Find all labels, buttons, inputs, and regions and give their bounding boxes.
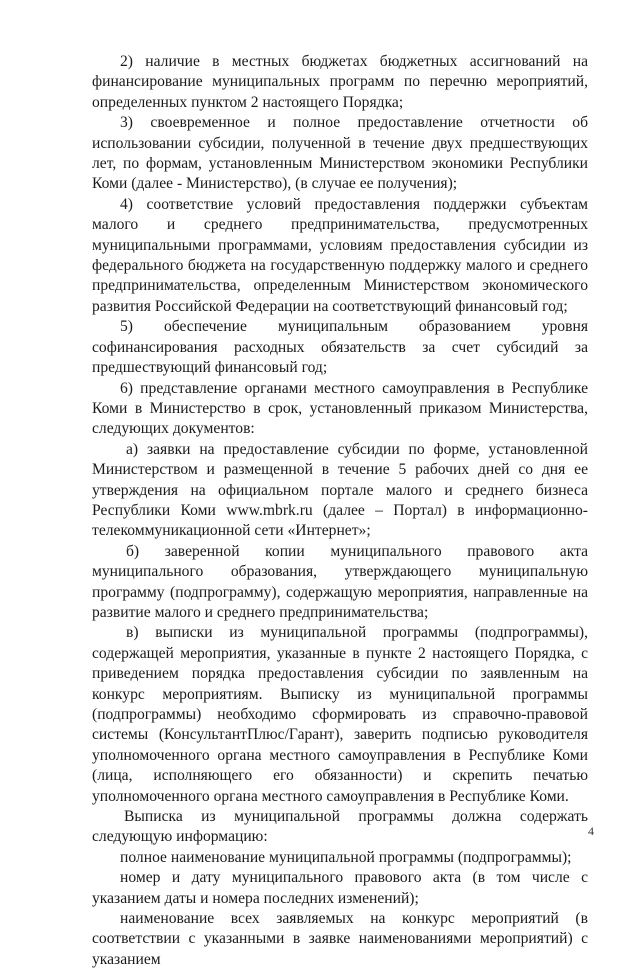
paragraph-extract-item-3: наименование всех заявляемых на конкурс мероприятий (в соответствии с указанными в заявке наименованиями мероприятий) с указанием [92, 910, 588, 968]
paragraph-item-2: 2) наличие в местных бюджетах бюджетных ассигнований на финансирование муниципальных программ по перечню мероприятий, определенных пунктом 2 настоящего Порядка; [92, 53, 588, 111]
paragraph-extract-intro: Выписка из муниципальной программы должна содержать следующую информацию: [92, 808, 588, 846]
page-number: 4 [588, 824, 594, 838]
paragraph-subitem-a: а) заявки на предоставление субсидии по форме, установленной Министерством и размещенной в течение 5 рабочих дней со дня ее утверждения на официальном портале малого и среднего бизнеса Республики Коми www.mbrk.ru (далее – Портал) в информационно-телекоммуникационной сети «Интернет»; [92, 440, 588, 540]
paragraph-item-4: 4) соответствие условий предоставления поддержки субъектам малого и среднего предпринимательства, предусмотренных муниципальными программами, условиям предоставления субсидии из федерального бюджета на государственную поддержку малого и среднего предпринимательства, определенным Министерством экономического развития Российской Федерации на соответствующий финансовый год; [92, 195, 588, 315]
paragraph-extract-item-1: полное наименование муниципальной программы (подпрограммы); [120, 848, 572, 866]
paragraph-item-3: 3) своевременное и полное предоставление отчетности об использовании субсидии, полученной в течение двух предшествующих лет, по формам, установленным Министерством экономики Республики Коми (далее - Министерство), (в случае ее получения); [92, 114, 588, 193]
paragraph-extract-item-2: номер и дату муниципального правового акта (в том числе с указанием даты и номера последних изменений); [92, 869, 588, 907]
paragraph-item-5: 5) обеспечение муниципальным образованием уровня софинансирования расходных обязательств за счет субсидий за предшествующий финансовый год; [92, 318, 588, 377]
paragraph-item-6: 6) представление органами местного самоуправления в Республике Коми в Министерство в срок, установленный приказом Министерства, следующих документов: [92, 379, 588, 438]
paragraph-subitem-b: б) заверенной копии муниципального правового акта муниципального образования, утверждающего муниципальную программу (подпрограмму), содержащую мероприятия, направленные на развитие малого и среднего предпринимательства; [92, 542, 588, 621]
paragraph-subitem-v: в) выписки из муниципальной программы (подпрограммы), содержащей мероприятия, указанные в пункте 2 настоящего Порядка, с приведением порядка предоставления субсидии по заявленным на конкурс мероприятиям. Выписку из муниципальной программы (подпрограммы) необходимо сформировать из справочно-правовой системы (КонсультантПлюс/Гарант), заверить подписью руководителя уполномоченного органа местного самоуправления в Республике Коми (лица, исполняющего его обязанности) и скрепить печатью уполномоченного органа местного самоуправления в Республике Коми. [92, 624, 588, 805]
